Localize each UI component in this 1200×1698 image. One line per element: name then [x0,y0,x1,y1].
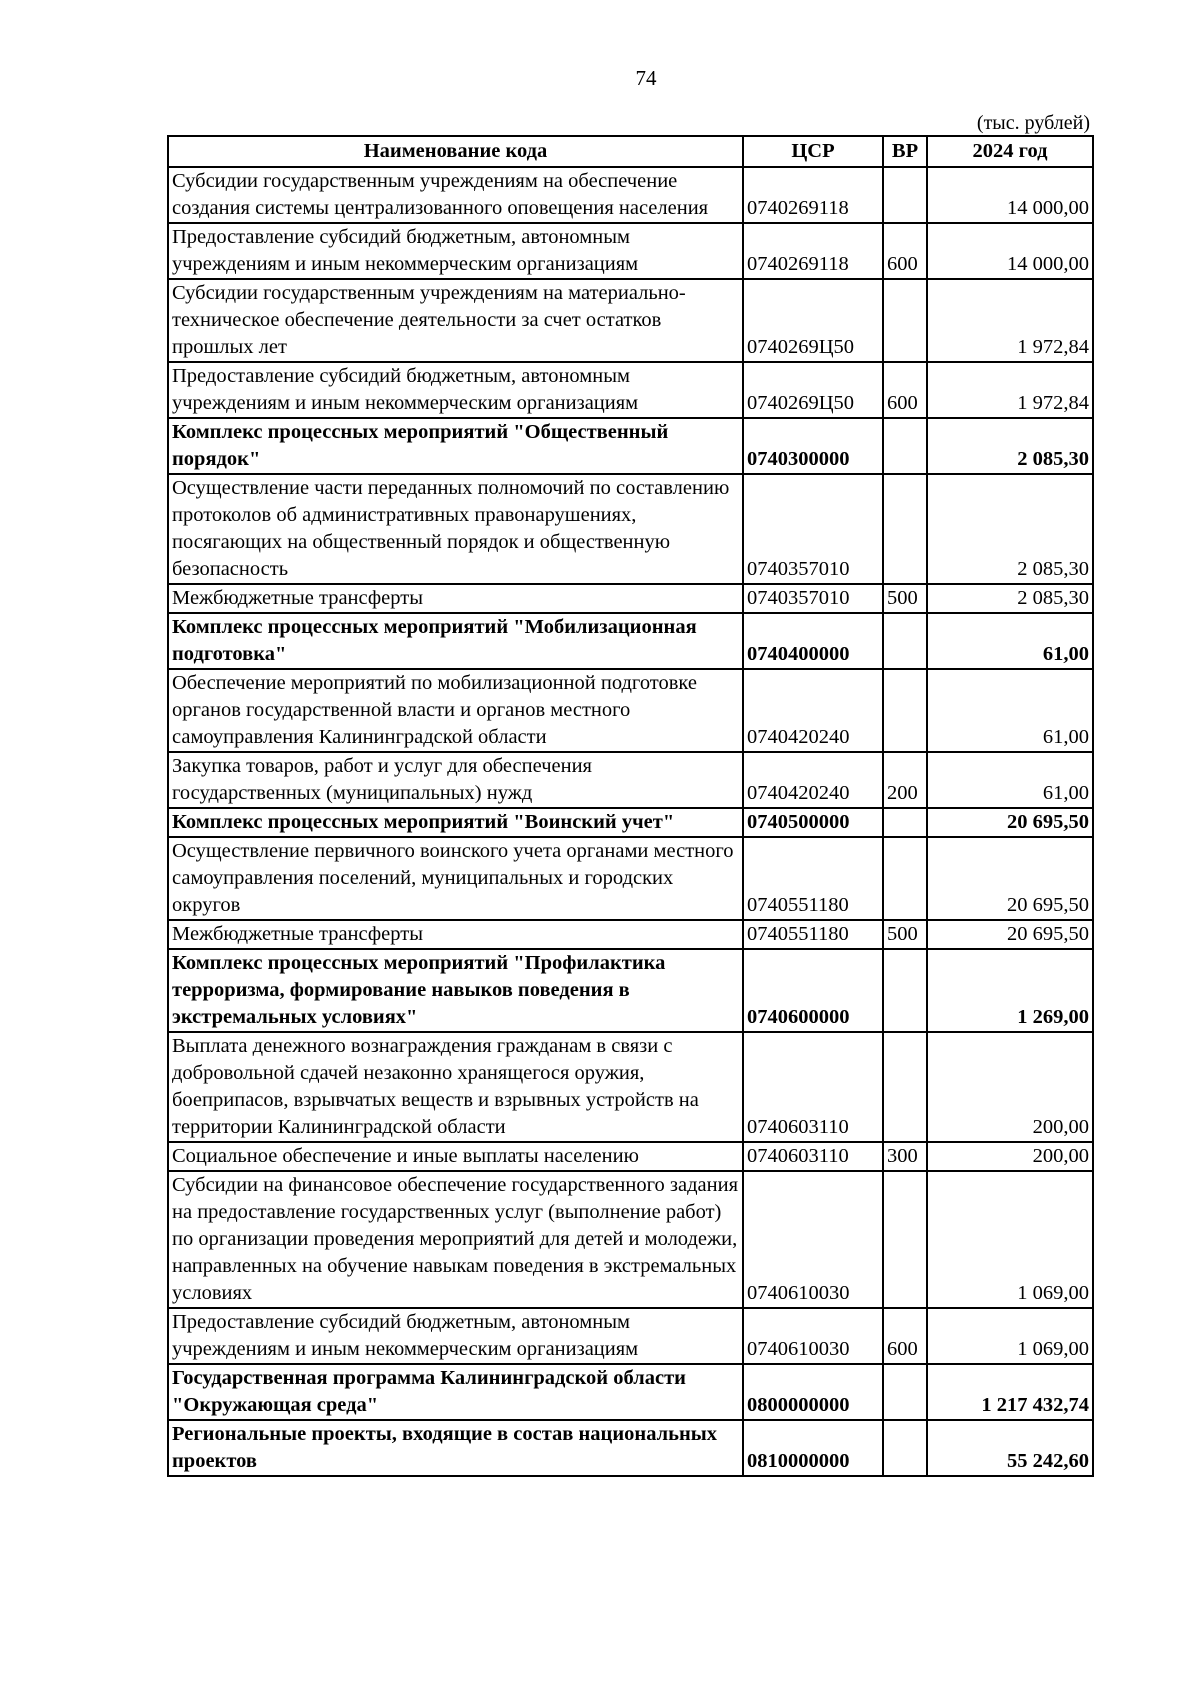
header-csr: ЦСР [743,136,883,167]
header-name: Наименование кода [168,136,743,167]
row-csr-cell: 0740600000 [743,949,883,1032]
row-amount-cell: 14 000,00 [927,167,1093,223]
row-csr-cell: 0740603110 [743,1032,883,1142]
row-vr-cell: 600 [883,223,927,279]
row-name-cell: Государственная программа Калининградской области "Окружающая среда" [168,1364,743,1420]
table-row [168,362,1093,418]
row-vr-cell: 600 [883,1308,927,1364]
table-row [168,837,1093,920]
row-vr-cell [883,1420,927,1476]
row-csr-cell: 0740269Ц50 [743,362,883,418]
table-row [168,279,1093,362]
row-amount-cell: 61,00 [927,669,1093,752]
row-csr-cell: 0740551180 [743,837,883,920]
row-csr-cell: 0740420240 [743,669,883,752]
table-row [168,223,1093,279]
row-vr-cell [883,279,927,362]
row-amount-cell: 1 269,00 [927,949,1093,1032]
row-amount-cell: 1 972,84 [927,279,1093,362]
row-csr-cell: 0740269Ц50 [743,279,883,362]
table-row [168,669,1093,752]
row-name-cell: Межбюджетные трансферты [168,584,743,613]
row-csr-cell: 0740610030 [743,1308,883,1364]
row-csr-cell: 0740400000 [743,613,883,669]
table-row [168,1420,1093,1476]
row-name-cell: Социальное обеспечение и иные выплаты населению [168,1142,743,1171]
row-vr-cell: 200 [883,752,927,808]
row-vr-cell: 300 [883,1142,927,1171]
table-row [168,1032,1093,1142]
row-name-cell: Комплекс процессных мероприятий "Воинский учет" [168,808,743,837]
row-csr-cell: 0740420240 [743,752,883,808]
row-amount-cell: 61,00 [927,752,1093,808]
row-vr-cell [883,613,927,669]
row-amount-cell: 1 972,84 [927,362,1093,418]
table-row [168,474,1093,584]
row-csr-cell: 0740357010 [743,584,883,613]
row-vr-cell [883,837,927,920]
table-row [168,1308,1093,1364]
row-name-cell: Предоставление субсидий бюджетным, автономным учреждениям и иным некоммерческим организациям [168,1308,743,1364]
row-amount-cell: 20 695,50 [927,837,1093,920]
row-vr-cell: 600 [883,362,927,418]
row-amount-cell: 200,00 [927,1032,1093,1142]
row-amount-cell: 2 085,30 [927,584,1093,613]
row-amount-cell: 1 069,00 [927,1171,1093,1308]
row-name-cell: Осуществление части переданных полномочий по составлению протоколов об административных правонарушениях, посягающих на общественный порядок и общественную безопасность [168,474,743,584]
row-amount-cell: 1 217 432,74 [927,1364,1093,1420]
row-name-cell: Предоставление субсидий бюджетным, автономным учреждениям и иным некоммерческим организациям [168,223,743,279]
row-vr-cell [883,474,927,584]
row-name-cell: Выплата денежного вознаграждения гражданам в связи с добровольной сдачей незаконно хранящегося оружия, боеприпасов, взрывчатых веществ и взрывных устройств на территории Калининградской области [168,1032,743,1142]
table-body [168,167,1093,1476]
row-name-cell: Обеспечение мероприятий по мобилизационной подготовке органов государственной власти и органов местного самоуправления Калининградской области [168,669,743,752]
table-row [168,418,1093,474]
table-row [168,808,1093,837]
table-row [168,1171,1093,1308]
row-amount-cell: 55 242,60 [927,1420,1093,1476]
table-row [168,920,1093,949]
row-name-cell: Комплекс процессных мероприятий "Профилактика терроризма, формирование навыков поведения в экстремальных условиях" [168,949,743,1032]
row-csr-cell: 0800000000 [743,1364,883,1420]
row-vr-cell [883,669,927,752]
row-csr-cell: 0740603110 [743,1142,883,1171]
row-amount-cell: 61,00 [927,613,1093,669]
row-name-cell: Закупка товаров, работ и услуг для обеспечения государственных (муниципальных) нужд [168,752,743,808]
table-row [168,1142,1093,1171]
row-amount-cell: 20 695,50 [927,808,1093,837]
row-name-cell: Субсидии на финансовое обеспечение государственного задания на предоставление государственных услуг (выполнение работ) по организации проведения мероприятий для детей и молодежи, направленных на обучение навыкам поведения в экстремальных условиях [168,1171,743,1308]
row-csr-cell: 0740300000 [743,418,883,474]
table-row [168,1364,1093,1420]
row-csr-cell: 0810000000 [743,1420,883,1476]
row-csr-cell: 0740551180 [743,920,883,949]
row-name-cell: Осуществление первичного воинского учета органами местного самоуправления поселений, муниципальных и городских округов [168,837,743,920]
header-vr: ВР [883,136,927,167]
row-csr-cell: 0740610030 [743,1171,883,1308]
table-row [168,584,1093,613]
row-name-cell: Региональные проекты, входящие в состав национальных проектов [168,1420,743,1476]
table-header-row [168,136,1093,167]
table-row [168,167,1093,223]
budget-table [167,135,1094,1477]
row-vr-cell [883,1171,927,1308]
row-vr-cell: 500 [883,920,927,949]
row-vr-cell [883,949,927,1032]
row-name-cell: Субсидии государственным учреждениям на обеспечение создания системы централизованного оповещения населения [168,167,743,223]
row-csr-cell: 0740357010 [743,474,883,584]
row-vr-cell [883,1364,927,1420]
row-name-cell: Комплекс процессных мероприятий "Мобилизационная подготовка" [168,613,743,669]
row-amount-cell: 1 069,00 [927,1308,1093,1364]
row-csr-cell: 0740269118 [743,167,883,223]
row-name-cell: Предоставление субсидий бюджетным, автономным учреждениям и иным некоммерческим организациям [168,362,743,418]
row-name-cell: Комплекс процессных мероприятий "Общественный порядок" [168,418,743,474]
row-vr-cell [883,1032,927,1142]
table-row [168,949,1093,1032]
header-amount: 2024 год [927,136,1093,167]
row-vr-cell: 500 [883,584,927,613]
row-vr-cell [883,167,927,223]
table-row [168,752,1093,808]
row-name-cell: Субсидии государственным учреждениям на материально-техническое обеспечение деятельности за счет остатков прошлых лет [168,279,743,362]
row-amount-cell: 200,00 [927,1142,1093,1171]
row-vr-cell [883,808,927,837]
units-label: (тыс. рублей) [976,112,1090,134]
row-vr-cell [883,418,927,474]
row-amount-cell: 2 085,30 [927,418,1093,474]
table-row [168,613,1093,669]
row-amount-cell: 2 085,30 [927,474,1093,584]
row-name-cell: Межбюджетные трансферты [168,920,743,949]
row-amount-cell: 14 000,00 [927,223,1093,279]
row-amount-cell: 20 695,50 [927,920,1093,949]
page-number: 74 [635,66,657,90]
row-csr-cell: 0740269118 [743,223,883,279]
row-csr-cell: 0740500000 [743,808,883,837]
